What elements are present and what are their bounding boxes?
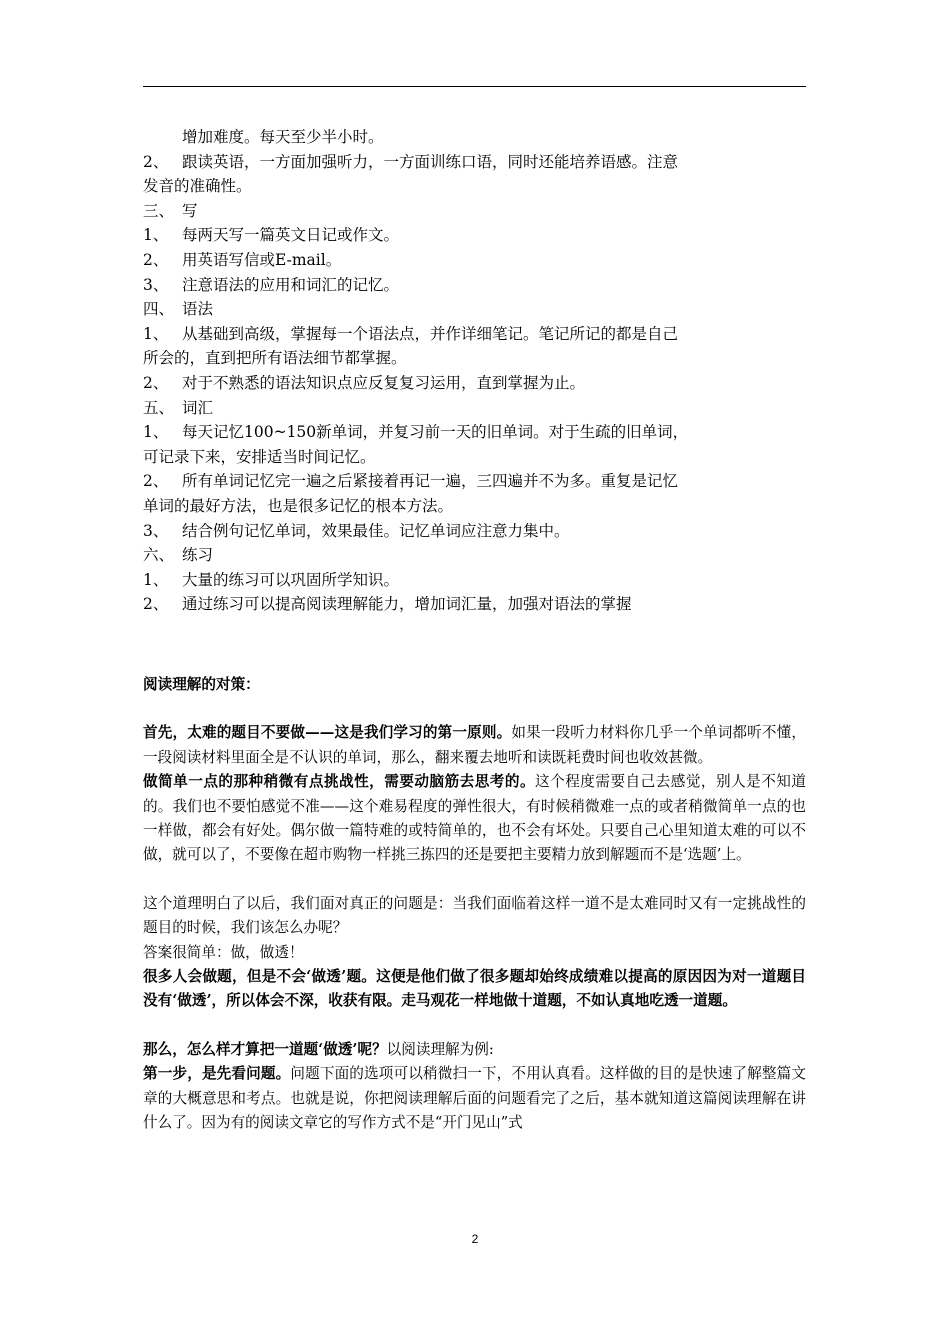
list-item: 单词的最好方法，也是很多记忆的根本方法。 [143,496,454,515]
paragraph: 很多人会做题，但是不会‘做透’题。这便是他们做了很多题却始终成绩难以提高的原因因为对一道题目没有‘做透’，所以体会不深，收获有限。走马观花一样地做十道题，不如认真地吃透一道题。 [143,968,806,1010]
paragraph: 做简单一点的那种稍微有点挑战性，需要动脑筋去思考的。这个程度需要自己去感觉，别人是不知道的。我们也不要怕感觉不准——这个难易程度的弹性很大，有时候稍微难一点的或者稍微简单一点的也一样做，都会有好处。偶尔做一篇特难的或特简单的，也不会有坏处。只要自己心里知道太难的可以不做，就可以了，不要像在超市购物一样挑三拣四的还是要把主要精力放到解题而不是‘选题’上。 [143,773,806,864]
page-number: 2 [471,1232,479,1246]
list-item: 2、 跟读英语，一方面加强听力，一方面训练口语，同时还能培养语感。注意 [143,152,679,171]
list-item: 可记录下来，安排适当时间记忆。 [143,447,376,466]
list-item: 所会的，直到把所有语法细节都掌握。 [143,349,407,368]
paragraph: 那么，怎么样才算把一道题‘做透’呢？以阅读理解为例: [143,1040,494,1058]
list-item: 2、 对于不熟悉的语法知识点应反复复习运用，直到掌握为止。 [143,373,586,392]
list-item: 2、 所有单词记忆完一遍之后紧接着再记一遍，三四遍并不为多。重复是记忆 [143,472,679,491]
list-item: 1、 每天记忆100~150新单词，并复习前一天的旧单词。对于生疏的旧单词， [143,423,689,442]
list-heading: 五、 词汇 [143,398,214,417]
paragraph: 首先，太难的题目不要做——这是我们学习的第一原则。如果一段听力材料你几乎一个单词都听不懂，一段阅读材料里面全是不认识的单词，那么，翻来覆去地听和读既耗费时间也收效甚微。 [143,724,806,766]
list-heading: 四、 语法 [143,300,214,319]
list-item: 2、 通过练习可以提高阅读理解能力，增加词汇量，加强对语法的掌握 [143,595,632,614]
reading-strategy-section [143,673,806,1136]
list-heading: 三、 写 [143,201,198,220]
list-item: 1、 从基础到高级，掌握每一个语法点，并作详细笔记。笔记所记的都是自己 [143,324,679,343]
study-method-list [143,125,806,617]
list-item: 增加难度。每天至少半小时。 [182,128,384,146]
list-item: 1、 每两天写一篇英文日记或作文。 [143,226,400,245]
list-item: 发音的准确性。 [143,177,252,196]
paragraph: 第一步，是先看问题。问题下面的选项可以稍微扫一下，不用认真看。这样做的目的是快速了解整篇文章的大概意思和考点。也就是说，你把阅读理解后面的问题看完了之后，基本就知道这篇阅读理解在讲什么了。因为有的阅读文章它的写作方式不是“开门见山”式 [143,1065,806,1132]
paragraph: 这个道理明白了以后，我们面对真正的问题是：当我们面临着这样一道不是太难同时又有一定挑战性的题目的时候，我们该怎么办呢？ [143,894,806,937]
paragraph: 答案很简单：做，做透！ [143,943,304,961]
list-heading: 六、 练习 [143,546,214,565]
list-item: 3、 结合例句记忆单词，效果最佳。记忆单词应注意力集中。 [143,521,570,540]
list-item: 2、 用英语写信或E-mail。 [143,250,342,269]
header-rule [143,86,806,87]
list-item: 1、 大量的练习可以巩固所学知识。 [143,570,400,589]
list-item: 3、 注意语法的应用和词汇的记忆。 [143,275,400,294]
section-heading: 阅读理解的对策： [143,676,260,693]
